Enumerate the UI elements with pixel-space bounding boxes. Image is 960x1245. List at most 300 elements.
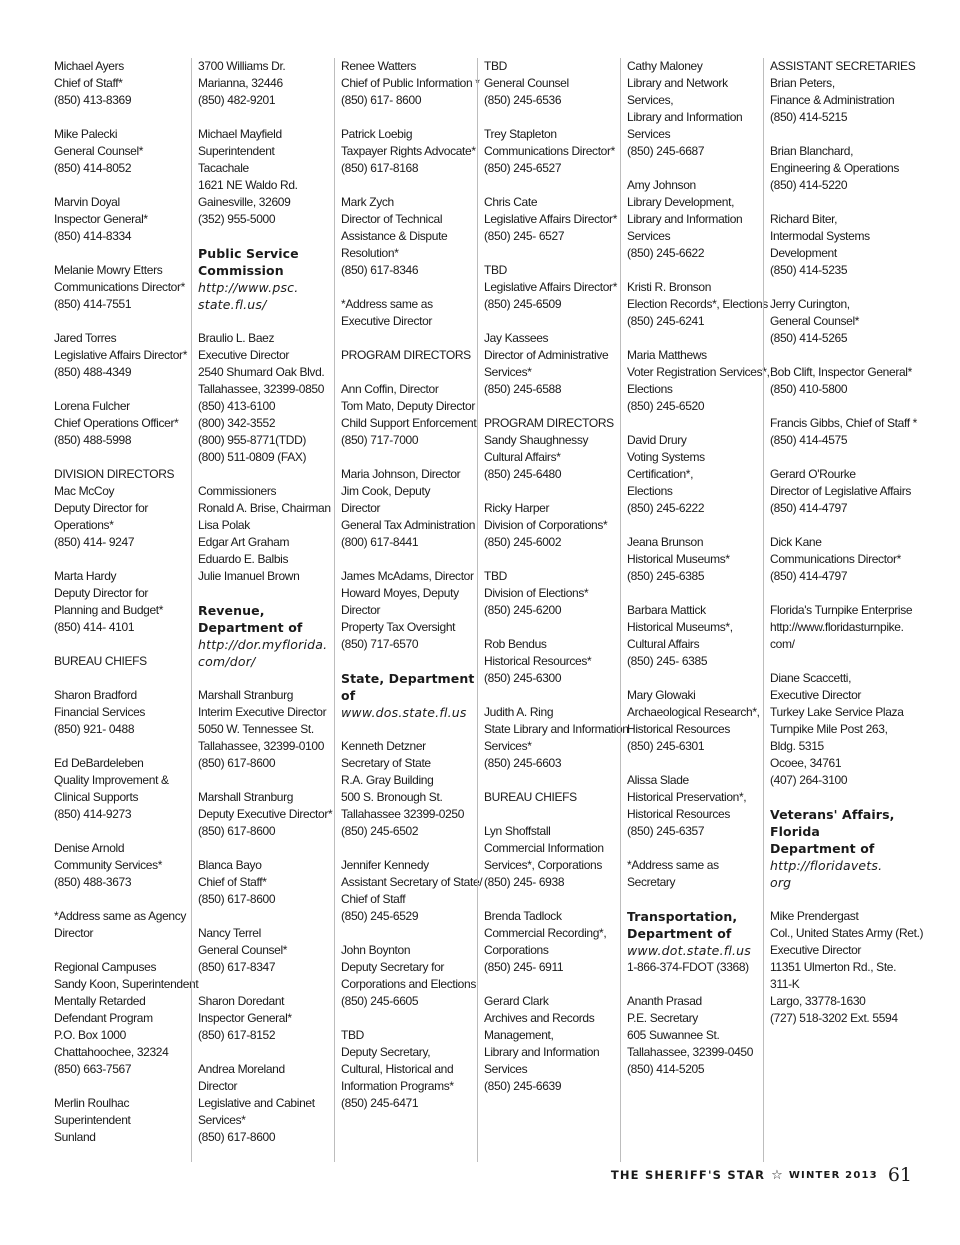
spacer bbox=[54, 738, 187, 755]
entry-line: Archives and Records bbox=[484, 1011, 595, 1025]
entry-line: Historical Preservation*, bbox=[627, 790, 747, 804]
entry-line: Assistant Secretary of State/ bbox=[341, 875, 483, 889]
entry-line: (850) 488-3673 bbox=[54, 875, 132, 889]
entry-line: *Address same as bbox=[341, 297, 433, 311]
entry-line: Director of Legislative Affairs bbox=[770, 484, 911, 498]
spacer bbox=[627, 891, 759, 908]
spacer bbox=[627, 585, 759, 602]
spacer bbox=[54, 109, 187, 126]
entry-line: Property Tax Oversight bbox=[341, 620, 456, 634]
spacer bbox=[770, 585, 902, 602]
entry-line: (850) 414- 4101 bbox=[54, 620, 135, 634]
section-heading: Public Service bbox=[198, 246, 299, 261]
entry-line: Historical Resources bbox=[627, 807, 731, 821]
entry-line: TBD bbox=[484, 263, 507, 277]
entry-line: TBD bbox=[484, 569, 507, 583]
entry-line: Sandy Shaughnessy bbox=[484, 433, 589, 447]
entry-line: 605 Suwannee St. bbox=[627, 1028, 720, 1042]
entry-line: General Counsel* bbox=[770, 314, 860, 328]
entry-line: Lyn Shoffstall bbox=[484, 824, 551, 838]
entry-line: Sunland bbox=[54, 1130, 96, 1144]
entry-line: Kristi R. Bronson bbox=[627, 280, 712, 294]
entry-line: Legislative Affairs Director* bbox=[484, 280, 618, 294]
spacer bbox=[627, 840, 759, 857]
entry-line: Marshall Stranburg bbox=[198, 688, 294, 702]
entry-line: Child Support Enforcement bbox=[341, 416, 477, 430]
entry-line: Edgar Art Graham bbox=[198, 535, 290, 549]
entry-line: Chief of Staff* bbox=[54, 76, 123, 90]
spacer bbox=[627, 517, 759, 534]
entry-line: Barbara Mattick bbox=[627, 603, 706, 617]
spacer bbox=[484, 483, 616, 500]
entry-line: Election Records*, Elections bbox=[627, 297, 768, 311]
entry-line: 311-K bbox=[770, 977, 800, 991]
entry-line: Tallahassee, 32399-0450 bbox=[627, 1045, 754, 1059]
entry-line: Braulio L. Baez bbox=[198, 331, 275, 345]
entry-line: *Address same as Agency bbox=[54, 909, 187, 923]
entry-line: Bob Clift, Inspector General* bbox=[770, 365, 912, 379]
entry-line: Lisa Polak bbox=[198, 518, 250, 532]
entry-line: Management, bbox=[484, 1028, 554, 1042]
entry-line: (850) 717-7000 bbox=[341, 433, 419, 447]
entry-line: (407) 264-3100 bbox=[770, 773, 848, 787]
spacer bbox=[341, 109, 473, 126]
page-number: 61 bbox=[887, 1164, 912, 1186]
entry-line: Library and Network bbox=[627, 76, 728, 90]
entry-line: (850) 414-4797 bbox=[770, 501, 848, 515]
entry-line: Amy Johnson bbox=[627, 178, 696, 192]
entry-line: Bldg. 5315 bbox=[770, 739, 824, 753]
entry-line: Col., United States Army (Ret.) bbox=[770, 926, 924, 940]
entry-line: (850) 410-5800 bbox=[770, 382, 848, 396]
entry-line: (850) 482-9201 bbox=[198, 93, 276, 107]
entry-line: 500 S. Bronough St. bbox=[341, 790, 443, 804]
section-url: http://floridavets. bbox=[770, 858, 883, 873]
entry-line: Blanca Bayo bbox=[198, 858, 262, 872]
section-url: org bbox=[770, 875, 792, 890]
entry-line: Archaeological Research*, bbox=[627, 705, 760, 719]
entry-line: Tom Mato, Deputy Director bbox=[341, 399, 475, 413]
entry-line: 3700 Williams Dr. bbox=[198, 59, 286, 73]
directory-column-2 bbox=[191, 58, 334, 1162]
entry-line: (850) 414-5220 bbox=[770, 178, 848, 192]
entry-line: (850) 414-4575 bbox=[770, 433, 848, 447]
entry-line: Maria Johnson, Director bbox=[341, 467, 461, 481]
spacer bbox=[770, 279, 902, 296]
entry-line: (800) 617-8441 bbox=[341, 535, 419, 549]
spacer bbox=[198, 772, 330, 789]
entry-line: BUREAU CHIEFS bbox=[484, 790, 577, 804]
entry-line: Executive Director bbox=[770, 943, 862, 957]
spacer bbox=[627, 755, 759, 772]
entry-line: (850) 245-6502 bbox=[341, 824, 419, 838]
spacer bbox=[770, 517, 902, 534]
entry-line: Sharon Doredant bbox=[198, 994, 285, 1008]
section-url: www.dos.state.fl.us bbox=[341, 705, 467, 720]
entry-line: (850) 245- 6938 bbox=[484, 875, 565, 889]
entry-line: Inspector General* bbox=[54, 212, 148, 226]
entry-line: James McAdams, Director bbox=[341, 569, 474, 583]
entry-line: Largo, 33778-1630 bbox=[770, 994, 866, 1008]
entry-line: (850) 413-6100 bbox=[198, 399, 276, 413]
spacer bbox=[198, 313, 330, 330]
section-url: state.fl.us/ bbox=[198, 297, 267, 312]
entry-line: Historical Museums*, bbox=[627, 620, 733, 634]
entry-line: Legislative and Cabinet bbox=[198, 1096, 315, 1110]
entry-line: Library Development, bbox=[627, 195, 735, 209]
entry-line: Deputy Secretary for bbox=[341, 960, 445, 974]
section-url: http://dor.myflorida. bbox=[198, 637, 328, 652]
entry-line: Commissioners bbox=[198, 484, 277, 498]
entry-line: (850) 245-6301 bbox=[627, 739, 705, 753]
spacer bbox=[770, 194, 902, 211]
entry-line: (850) 245-6520 bbox=[627, 399, 705, 413]
entry-line: Chief Operations Officer* bbox=[54, 416, 179, 430]
entry-line: Lorena Fulcher bbox=[54, 399, 130, 413]
entry-line: Resolution* bbox=[341, 246, 399, 260]
entry-line: (850) 245- 6911 bbox=[484, 960, 564, 974]
entry-line: P.E. Secretary bbox=[627, 1011, 698, 1025]
entry-line: (850) 414-5215 bbox=[770, 110, 848, 124]
entry-line: Turkey Lake Service Plaza bbox=[770, 705, 904, 719]
entry-line: Mac McCoy bbox=[54, 484, 115, 498]
entry-line: Clinical Supports bbox=[54, 790, 139, 804]
entry-line: Howard Moyes, Deputy bbox=[341, 586, 459, 600]
entry-line: Maria Matthews bbox=[627, 348, 707, 362]
entry-line: Secretary bbox=[627, 875, 676, 889]
spacer bbox=[627, 415, 759, 432]
entry-line: Richard Biter, bbox=[770, 212, 838, 226]
spacer bbox=[770, 789, 902, 806]
entry-line: (800) 342-3552 bbox=[198, 416, 276, 430]
spacer bbox=[770, 347, 902, 364]
entry-line: Ed DeBardeleben bbox=[54, 756, 144, 770]
entry-line: Gerard O'Rourke bbox=[770, 467, 856, 481]
entry-line: Mary Glowaki bbox=[627, 688, 696, 702]
spacer bbox=[770, 398, 902, 415]
entry-line: (850) 245-6622 bbox=[627, 246, 705, 260]
spacer bbox=[341, 653, 473, 670]
entry-line: (850) 617-8600 bbox=[198, 756, 276, 770]
entry-line: (850) 245-6357 bbox=[627, 824, 705, 838]
entry-line: Renee Watters bbox=[341, 59, 417, 73]
spacer bbox=[54, 551, 187, 568]
entry-line: Library and Information bbox=[627, 110, 743, 124]
spacer bbox=[54, 636, 187, 653]
entry-line: State Library and Information bbox=[484, 722, 629, 736]
spacer bbox=[341, 279, 473, 296]
entry-line: Certification*, bbox=[627, 467, 694, 481]
entry-line: com/ bbox=[770, 637, 795, 651]
entry-line: Jennifer Kennedy bbox=[341, 858, 429, 872]
spacer bbox=[627, 330, 759, 347]
entry-line: Services* bbox=[198, 1113, 246, 1127]
section-heading: Department of bbox=[627, 926, 732, 941]
spacer bbox=[484, 245, 616, 262]
spacer bbox=[770, 653, 902, 670]
spacer bbox=[770, 891, 902, 908]
entry-line: Library and Information bbox=[627, 212, 743, 226]
entry-line: PROGRAM DIRECTORS bbox=[484, 416, 614, 430]
entry-line: (727) 518-3202 Ext. 5594 bbox=[770, 1011, 898, 1025]
spacer bbox=[341, 1010, 473, 1027]
entry-line: (850) 617- 8600 bbox=[341, 93, 422, 107]
entry-line: Turnpike Mile Post 263, bbox=[770, 722, 888, 736]
entry-line: General Counsel bbox=[484, 76, 569, 90]
spacer bbox=[54, 823, 187, 840]
entry-line: Marta Hardy bbox=[54, 569, 117, 583]
entry-line: Commercial Information bbox=[484, 841, 604, 855]
spacer bbox=[54, 177, 187, 194]
entry-line: Jared Torres bbox=[54, 331, 117, 345]
entry-line: *Address same as bbox=[627, 858, 719, 872]
spacer bbox=[627, 976, 759, 993]
entry-line: Services bbox=[484, 1062, 528, 1076]
entry-line: Mike Palecki bbox=[54, 127, 118, 141]
entry-line: Nancy Terrel bbox=[198, 926, 261, 940]
entry-line: (850) 245-6200 bbox=[484, 603, 562, 617]
entry-line: Marvin Doyal bbox=[54, 195, 120, 209]
entry-line: (850) 245-6471 bbox=[341, 1096, 419, 1110]
entry-line: Chris Cate bbox=[484, 195, 538, 209]
entry-line: P.O. Box 1000 bbox=[54, 1028, 126, 1042]
entry-line: (850) 414-5205 bbox=[627, 1062, 705, 1076]
spacer bbox=[198, 908, 330, 925]
entry-line: Communications Director* bbox=[484, 144, 615, 158]
entry-line: Executive Director bbox=[770, 688, 862, 702]
entry-line: 2540 Shumard Oak Blvd. bbox=[198, 365, 325, 379]
spacer bbox=[198, 670, 330, 687]
spacer bbox=[198, 585, 330, 602]
entry-line: Cultural, Historical and bbox=[341, 1062, 454, 1076]
entry-line: Elections bbox=[627, 382, 673, 396]
entry-line: Deputy Director for bbox=[54, 501, 149, 515]
entry-line: Cultural Affairs bbox=[627, 637, 700, 651]
directory-column-6 bbox=[763, 58, 924, 1162]
entry-line: Patrick Loebig bbox=[341, 127, 413, 141]
entry-line: Services*, Corporations bbox=[484, 858, 603, 872]
entry-line: (850) 414-9273 bbox=[54, 807, 132, 821]
entry-line: Dick Kane bbox=[770, 535, 822, 549]
spacer bbox=[54, 670, 187, 687]
entry-line: (850) 245-6222 bbox=[627, 501, 705, 515]
entry-line: Jay Kassees bbox=[484, 331, 549, 345]
entry-line: (850) 245-6639 bbox=[484, 1079, 562, 1093]
entry-line: Quality Improvement & bbox=[54, 773, 169, 787]
spacer bbox=[341, 330, 473, 347]
entry-line: ASSISTANT SECRETARIES bbox=[770, 59, 916, 73]
spacer bbox=[198, 1044, 330, 1061]
entry-line: Corporations and Elections bbox=[341, 977, 476, 991]
entry-line: (850) 414-4797 bbox=[770, 569, 848, 583]
spacer bbox=[341, 925, 473, 942]
entry-line: Community Services* bbox=[54, 858, 163, 872]
entry-line: Legislative Affairs Director* bbox=[54, 348, 188, 362]
spacer bbox=[341, 449, 473, 466]
entry-line: Tallahassee, 32399-0850 bbox=[198, 382, 325, 396]
entry-line: Regional Campuses bbox=[54, 960, 157, 974]
entry-line: Alissa Slade bbox=[627, 773, 689, 787]
entry-line: Michael Mayfield bbox=[198, 127, 282, 141]
entry-line: (850) 617-8168 bbox=[341, 161, 419, 175]
entry-line: Executive Director bbox=[341, 314, 433, 328]
entry-line: Brenda Tadlock bbox=[484, 909, 562, 923]
entry-line: Florida's Turnpike Enterprise bbox=[770, 603, 913, 617]
entry-line: John Boynton bbox=[341, 943, 411, 957]
spacer bbox=[54, 381, 187, 398]
entry-line: DIVISION DIRECTORS bbox=[54, 467, 175, 481]
entry-line: General Counsel* bbox=[198, 943, 288, 957]
entry-line: Legislative Affairs Director* bbox=[484, 212, 618, 226]
entry-line: Merlin Roulhac bbox=[54, 1096, 130, 1110]
spacer bbox=[484, 687, 616, 704]
entry-line: (850) 413-8369 bbox=[54, 93, 132, 107]
entry-line: Michael Ayers bbox=[54, 59, 124, 73]
entry-line: General Tax Administration bbox=[341, 518, 476, 532]
entry-line: Marshall Stranburg bbox=[198, 790, 294, 804]
entry-line: Voter Registration Services*, bbox=[627, 365, 770, 379]
entry-line: Finance & Administration bbox=[770, 93, 895, 107]
entry-line: Ann Coffin, Director bbox=[341, 382, 439, 396]
entry-line: (850) 617-8152 bbox=[198, 1028, 276, 1042]
entry-line: Eduardo E. Balbis bbox=[198, 552, 289, 566]
entry-line: Historical Museums* bbox=[627, 552, 730, 566]
entry-line: Defendant Program bbox=[54, 1011, 153, 1025]
entry-line: Gainesville, 32609 bbox=[198, 195, 291, 209]
section-url: www.dot.state.fl.us bbox=[627, 943, 752, 958]
entry-line: (800) 511-0809 (FAX) bbox=[198, 450, 307, 464]
entry-line: Trey Stapleton bbox=[484, 127, 557, 141]
entry-line: Mark Zych bbox=[341, 195, 394, 209]
entry-line: General Counsel* bbox=[54, 144, 144, 158]
entry-line: (850) 245-6509 bbox=[484, 297, 562, 311]
section-heading: Department of bbox=[198, 620, 303, 635]
entry-line: Communications Director* bbox=[54, 280, 185, 294]
entry-line: Jerry Curington, bbox=[770, 297, 850, 311]
entry-line: Andrea Moreland bbox=[198, 1062, 285, 1076]
entry-line: Rob Bendus bbox=[484, 637, 547, 651]
entry-line: Jim Cook, Deputy bbox=[341, 484, 431, 498]
entry-line: Cultural Affairs* bbox=[484, 450, 561, 464]
entry-line: Services bbox=[627, 127, 671, 141]
entry-line: Historical Resources* bbox=[484, 654, 592, 668]
section-heading: Commission bbox=[198, 263, 284, 278]
entry-line: Chief of Staff* bbox=[198, 875, 267, 889]
entry-line: 1621 NE Waldo Rd. bbox=[198, 178, 298, 192]
entry-line: (850) 245-6605 bbox=[341, 994, 419, 1008]
entry-line: Development bbox=[770, 246, 837, 260]
entry-line: Brian Peters, bbox=[770, 76, 835, 90]
entry-line: Assistance & Dispute bbox=[341, 229, 448, 243]
entry-line: Deputy Director for bbox=[54, 586, 149, 600]
spacer bbox=[484, 398, 616, 415]
entry-line: Tallahassee, 32399-0100 bbox=[198, 739, 325, 753]
entry-line: Division of Corporations* bbox=[484, 518, 608, 532]
entry-line: Ricky Harper bbox=[484, 501, 550, 515]
spacer bbox=[54, 313, 187, 330]
entry-line: TBD bbox=[341, 1028, 364, 1042]
entry-line: Director of Administrative bbox=[484, 348, 609, 362]
entry-line: Intermodal Systems bbox=[770, 229, 870, 243]
entry-line: Taxpayer Rights Advocate* bbox=[341, 144, 476, 158]
entry-line: Superintendent bbox=[54, 1113, 131, 1127]
entry-line: (850) 414- 9247 bbox=[54, 535, 135, 549]
entry-line: (850) 245-6300 bbox=[484, 671, 562, 685]
entry-line: Operations* bbox=[54, 518, 114, 532]
spacer bbox=[54, 891, 187, 908]
entry-line: Melanie Mowry Etters bbox=[54, 263, 163, 277]
spacer bbox=[198, 840, 330, 857]
entry-line: (850) 617-8600 bbox=[198, 892, 276, 906]
entry-line: Services* bbox=[484, 365, 532, 379]
entry-line: (850) 245- 6385 bbox=[627, 654, 708, 668]
spacer bbox=[484, 891, 616, 908]
entry-line: (850) 414-5235 bbox=[770, 263, 848, 277]
entry-line: Services bbox=[627, 229, 671, 243]
entry-line: (850) 245-6603 bbox=[484, 756, 562, 770]
entry-line: (850) 245-6588 bbox=[484, 382, 562, 396]
section-heading: Transportation, bbox=[627, 909, 738, 924]
entry-line: (850) 245-6527 bbox=[484, 161, 562, 175]
entry-line: (352) 955-5000 bbox=[198, 212, 276, 226]
entry-line: Marianna, 32446 bbox=[198, 76, 283, 90]
directory-column-4 bbox=[477, 58, 629, 1162]
star-icon: ☆ bbox=[771, 1167, 783, 1183]
spacer bbox=[484, 177, 616, 194]
entry-line: Services* bbox=[484, 739, 532, 753]
entry-line: (850) 414-8334 bbox=[54, 229, 132, 243]
entry-line: Sandy Koon, Superintendent bbox=[54, 977, 199, 991]
entry-line: (850) 245- 6527 bbox=[484, 229, 565, 243]
issue-season: WINTER 2013 bbox=[788, 1169, 878, 1181]
section-heading: Veterans' Affairs, bbox=[770, 807, 895, 822]
entry-line: Superintendent bbox=[198, 144, 275, 158]
entry-line: 1-866-374-FDOT (3368) bbox=[627, 960, 749, 974]
entry-line: (850) 617-8347 bbox=[198, 960, 276, 974]
entry-line: Elections bbox=[627, 484, 673, 498]
section-heading: of bbox=[341, 688, 356, 703]
entry-line: Francis Gibbs, Chief of Staff * bbox=[770, 416, 917, 430]
entry-line: BUREAU CHIEFS bbox=[54, 654, 147, 668]
spacer bbox=[54, 942, 187, 959]
spacer bbox=[54, 449, 187, 466]
entry-line: (850) 717-6570 bbox=[341, 637, 419, 651]
entry-line: (850) 245-6385 bbox=[627, 569, 705, 583]
section-heading: Department of bbox=[770, 841, 875, 856]
entry-line: (850) 414-7551 bbox=[54, 297, 132, 311]
spacer bbox=[198, 228, 330, 245]
section-url: com/dor/ bbox=[198, 654, 256, 669]
entry-line: Jeana Brunson bbox=[627, 535, 704, 549]
entry-line: (850) 488-4349 bbox=[54, 365, 132, 379]
entry-line: Tallahassee 32399-0250 bbox=[341, 807, 465, 821]
section-url: http://www.psc. bbox=[198, 280, 299, 295]
entry-line: David Drury bbox=[627, 433, 687, 447]
spacer bbox=[341, 721, 473, 738]
entry-line: Ocoee, 34761 bbox=[770, 756, 842, 770]
entry-line: Julie Imanuel Brown bbox=[198, 569, 300, 583]
entry-line: Mike Prendergast bbox=[770, 909, 859, 923]
spacer bbox=[198, 466, 330, 483]
entry-line: (850) 617-8346 bbox=[341, 263, 419, 277]
entry-line: Historical Resources bbox=[627, 722, 731, 736]
entry-line: Voting Systems bbox=[627, 450, 705, 464]
entry-line: (850) 663-7567 bbox=[54, 1062, 132, 1076]
entry-line: PROGRAM DIRECTORS bbox=[341, 348, 471, 362]
spacer bbox=[198, 109, 330, 126]
directory-column-5 bbox=[620, 58, 770, 1162]
page-footer bbox=[560, 1160, 912, 1190]
